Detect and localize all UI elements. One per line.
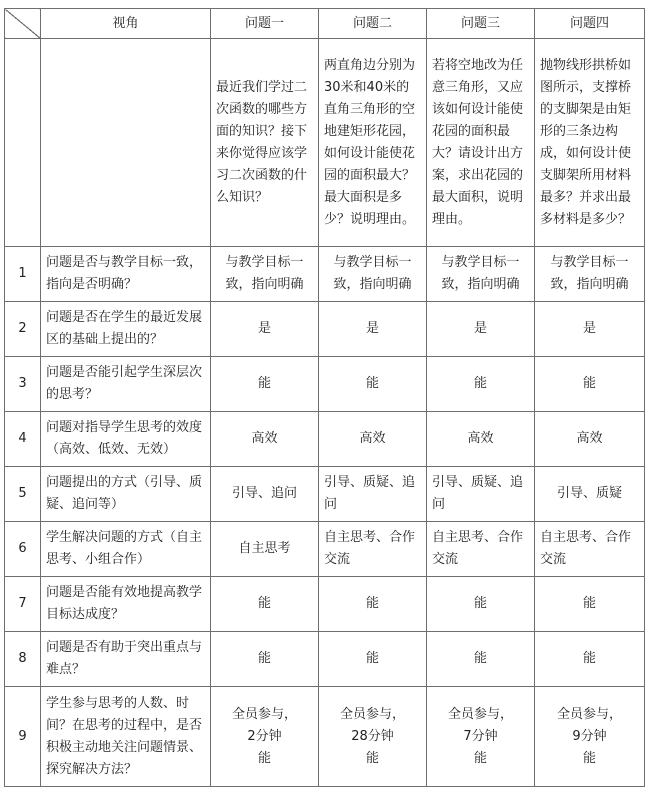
table-row xyxy=(5,522,645,577)
row-cell: 能 xyxy=(535,632,645,687)
row-criterion: 学生解决问题的方式（自主思考、小组合作） xyxy=(41,522,211,577)
participation-active: 能 xyxy=(365,750,379,766)
row-criterion: 问题是否能有效地提高教学目标达成度？ xyxy=(41,577,211,632)
row-number: 9 xyxy=(5,687,41,787)
table-row xyxy=(5,357,645,412)
participation-time: 7分钟 xyxy=(463,728,498,744)
table-row xyxy=(5,687,645,787)
participation-label: 全员参与， xyxy=(231,706,297,722)
row-cell: 能 xyxy=(319,577,427,632)
row-cell: 能 xyxy=(427,632,535,687)
row-number: 1 xyxy=(5,247,41,302)
row-cell: 与教学目标一致，指向明确 xyxy=(535,247,645,302)
row-cell: 是 xyxy=(211,302,319,357)
row-cell: 能 xyxy=(427,357,535,412)
row-cell: 能 xyxy=(427,577,535,632)
row-cell: 能 xyxy=(211,632,319,687)
row-cell: 自主思考、合作交流 xyxy=(427,522,535,577)
row-cell: 是 xyxy=(535,302,645,357)
table-row xyxy=(5,467,645,522)
row-cell: 自主思考 xyxy=(211,522,319,577)
row-criterion: 问题是否能引起学生深层次的思考？ xyxy=(41,357,211,412)
header-question-1: 问题一 xyxy=(211,9,319,39)
participation-active: 能 xyxy=(582,750,596,766)
participation-label: 全员参与， xyxy=(447,706,513,722)
row-criterion: 问题对指导学生思考的效度（高效、低效、无效） xyxy=(41,412,211,467)
table-row xyxy=(5,302,645,357)
row-cell xyxy=(427,687,535,787)
empty-num-cell xyxy=(5,39,41,247)
table-row xyxy=(5,577,645,632)
table-row xyxy=(5,412,645,467)
row-criterion: 问题是否有助于突出重点与难点？ xyxy=(41,632,211,687)
row-number: 5 xyxy=(5,467,41,522)
row-cell: 高效 xyxy=(211,412,319,467)
question-text-2: 两直角边分别为30米和40米的直角三角形的空地建矩形花园，如何设计能使花园的面积最大？最大面积是多少？说明理由。 xyxy=(319,39,427,247)
row-cell: 能 xyxy=(211,357,319,412)
row-cell xyxy=(211,687,319,787)
row-cell: 高效 xyxy=(535,412,645,467)
participation-active: 能 xyxy=(257,750,271,766)
table-row xyxy=(5,632,645,687)
table-row xyxy=(5,247,645,302)
row-cell: 与教学目标一致，指向明确 xyxy=(319,247,427,302)
diagonal-corner-cell xyxy=(5,9,41,39)
row-cell: 是 xyxy=(319,302,427,357)
row-cell: 引导、质疑、追问 xyxy=(319,467,427,522)
row-cell: 能 xyxy=(535,577,645,632)
question-text-row xyxy=(5,39,645,247)
row-number: 2 xyxy=(5,302,41,357)
question-text-3: 若将空地改为任意三角形，又应该如何设计能使花园的面积最大？请设计出方案，求出花园的最大面积，说明理由。 xyxy=(427,39,535,247)
evaluation-table xyxy=(4,8,645,787)
row-number: 6 xyxy=(5,522,41,577)
row-cell: 是 xyxy=(427,302,535,357)
header-question-4: 问题四 xyxy=(535,9,645,39)
row-number: 8 xyxy=(5,632,41,687)
row-cell: 能 xyxy=(211,577,319,632)
row-number: 4 xyxy=(5,412,41,467)
row-criterion: 问题是否在学生的最近发展区的基础上提出的？ xyxy=(41,302,211,357)
row-cell: 与教学目标一致，指向明确 xyxy=(427,247,535,302)
row-criterion: 问题提出的方式（引导、质疑、追问等） xyxy=(41,467,211,522)
row-number: 7 xyxy=(5,577,41,632)
row-cell: 能 xyxy=(319,632,427,687)
row-cell: 自主思考、合作交流 xyxy=(535,522,645,577)
row-cell: 自主思考、合作交流 xyxy=(319,522,427,577)
row-cell: 能 xyxy=(319,357,427,412)
participation-label: 全员参与， xyxy=(339,706,405,722)
participation-time: 2分钟 xyxy=(247,728,282,744)
header-row xyxy=(5,9,645,39)
row-cell xyxy=(535,687,645,787)
question-text-4: 抛物线形拱桥如图所示，支撑桥的支脚架是由矩形的三条边构成，如何设计使支脚架所用材料最多？并求出最多材料是多少？ xyxy=(535,39,645,247)
row-cell: 高效 xyxy=(427,412,535,467)
participation-time: 9分钟 xyxy=(572,728,607,744)
participation-active: 能 xyxy=(473,750,487,766)
header-perspective: 视角 xyxy=(41,9,211,39)
header-question-2: 问题二 xyxy=(319,9,427,39)
row-criterion: 学生参与思考的人数、时间？在思考的过程中，是否积极主动地关注问题情景、探究解决方法？ xyxy=(41,687,211,787)
row-cell: 引导、质疑、追问 xyxy=(427,467,535,522)
row-cell xyxy=(319,687,427,787)
row-number: 3 xyxy=(5,357,41,412)
row-cell: 引导、追问 xyxy=(211,467,319,522)
row-cell: 与教学目标一致，指向明确 xyxy=(211,247,319,302)
question-text-1: 最近我们学过二次函数的哪些方面的知识？接下来你觉得应该学习二次函数的什么知识？ xyxy=(211,39,319,247)
participation-label: 全员参与， xyxy=(556,706,622,722)
participation-time: 28分钟 xyxy=(351,728,394,744)
header-question-3: 问题三 xyxy=(427,9,535,39)
empty-criterion-cell xyxy=(41,39,211,247)
row-criterion: 问题是否与教学目标一致，指向是否明确？ xyxy=(41,247,211,302)
row-cell: 高效 xyxy=(319,412,427,467)
row-cell: 能 xyxy=(535,357,645,412)
row-cell: 引导、质疑 xyxy=(535,467,645,522)
